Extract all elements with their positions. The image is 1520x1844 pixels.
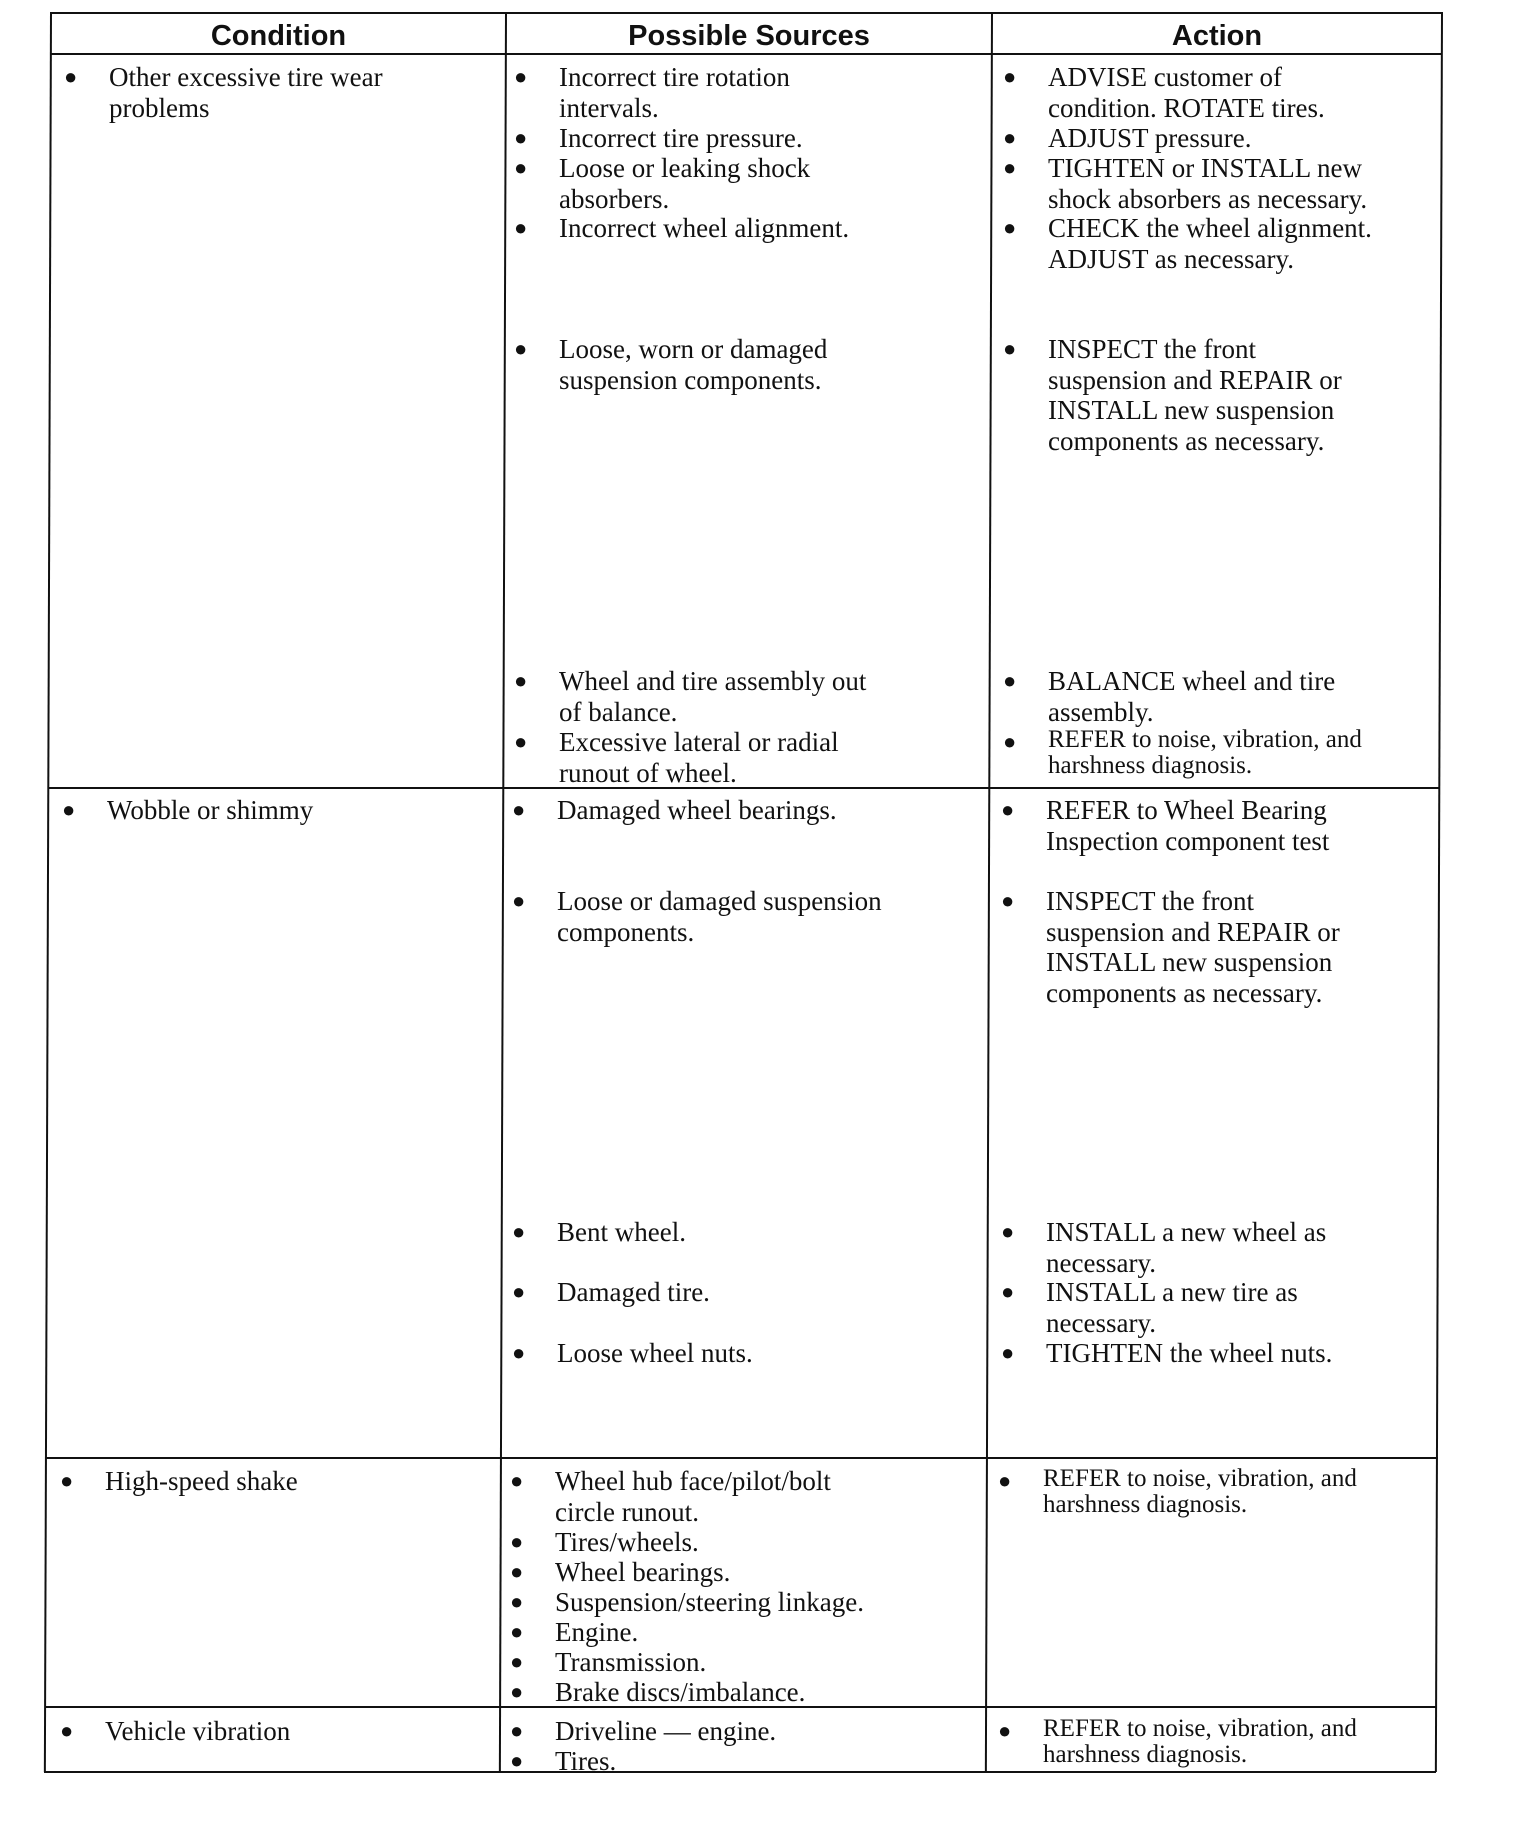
source-item [514,213,849,244]
bullet-icon: ● [510,1649,524,1674]
entry-line: TIGHTEN the wheel nuts. [1046,1338,1333,1368]
bullet-icon: ● [1003,336,1017,361]
entry-line: suspension and REPAIR or [1046,916,1340,947]
source-item [514,153,810,214]
source-item [512,886,882,947]
entry-line: Wheel hub face/pilot/bolt [555,1466,831,1496]
entry-line: Incorrect wheel alignment. [559,213,850,243]
entry-line: High-speed shake [105,1466,298,1496]
entry-line: ADJUST pressure. [1048,123,1252,153]
source-item [510,1677,805,1708]
entry-line: components. [557,916,695,947]
entry-line: Other excessive tire wear [109,62,383,92]
source-item [514,62,790,123]
entry-line: runout of wheel. [559,757,737,788]
condition-item [64,62,383,123]
entry-line: Driveline — engine. [555,1716,777,1746]
entry-line: Incorrect tire pressure. [559,123,803,153]
action-item [1001,1277,1298,1338]
action-item [1003,153,1367,214]
bullet-icon: ● [1001,1279,1015,1304]
entry-line: shock absorbers as necessary. [1048,183,1368,214]
entry-line: Brake discs/imbalance. [555,1677,806,1707]
entry-line: Wheel and tire assembly out [559,666,867,696]
source-item [512,1277,710,1308]
source-item [514,334,827,395]
entry-line: INSTALL new suspension [1048,395,1335,425]
source-item [514,727,839,788]
bullet-icon: ● [512,797,526,822]
bullet-icon: ● [510,1619,524,1644]
entry-line: Excessive lateral or radial [559,727,839,757]
bullet-icon: ● [60,1718,74,1743]
bullet-icon: ● [514,729,528,754]
entry-line: BALANCE wheel and tire [1048,666,1336,696]
entry-line: Bent wheel. [557,1217,686,1247]
entry-line: harshness diagnosis. [1048,752,1253,779]
entry-line: TIGHTEN or INSTALL new [1048,153,1363,183]
entry-line: REFER to noise, vibration, and [1048,726,1362,753]
bullet-icon: ● [514,215,528,240]
bullet-icon: ● [510,1718,524,1743]
bullet-icon: ● [60,1468,74,1493]
source-item [514,123,803,154]
entry-line: absorbers. [559,183,670,214]
action-item [1003,666,1335,727]
entry-line: Damaged tire. [557,1277,710,1307]
action-item [1003,213,1372,274]
entry-line: Loose wheel nuts. [557,1338,753,1368]
entry-line: ADVISE customer of [1048,62,1282,92]
entry-line: Damaged wheel bearings. [557,795,837,825]
bullet-icon: ● [514,155,528,180]
entry-line: REFER to Wheel Bearing [1046,795,1327,825]
action-item [998,1716,1357,1768]
source-item [512,1338,753,1369]
bullet-icon: ● [1003,729,1017,754]
entry-line: Transmission. [555,1647,707,1677]
entry-line: harshness diagnosis. [1043,1741,1248,1768]
action-item [1003,123,1252,154]
bullet-icon: ● [512,1340,526,1365]
entry-line: INSPECT the front [1046,886,1254,916]
entry-line: circle runout. [555,1496,699,1527]
entry-line: condition. ROTATE tires. [1048,92,1325,123]
entry-line: assembly. [1048,696,1154,727]
bullet-icon: ● [510,1529,524,1554]
bullet-icon: ● [514,336,528,361]
entry-line: problems [109,92,210,123]
entry-line: Wobble or shimmy [107,795,314,825]
entry-line: INSTALL new suspension [1046,947,1333,977]
entry-line: Loose or damaged suspension [557,886,882,916]
entry-line: Vehicle vibration [105,1716,291,1746]
bullet-icon: ● [512,888,526,913]
entry-line: suspension and REPAIR or [1048,364,1342,395]
condition-item [60,1716,290,1747]
entry-line: necessary. [1046,1307,1156,1338]
source-item [512,795,837,826]
source-item [510,1647,706,1678]
action-item [1003,62,1325,123]
entry-line: suspension components. [559,364,822,395]
entry-line: harshness diagnosis. [1043,1491,1248,1518]
source-item [512,1217,686,1248]
entry-line: components as necessary. [1046,977,1323,1008]
bullet-icon: ● [1003,125,1017,150]
header-condition: Condition [210,20,347,52]
entry-line: Tires. [555,1746,617,1776]
entry-line: Suspension/steering linkage. [555,1587,864,1617]
entry-line: components as necessary. [1048,425,1325,456]
entry-line: CHECK the wheel alignment. [1048,213,1372,243]
bullet-icon: ● [1003,64,1017,89]
condition-item [62,795,313,826]
source-item [510,1466,831,1527]
entry-line: of balance. [559,696,678,727]
bullet-icon: ● [1001,797,1015,822]
source-item [510,1716,776,1747]
source-item [510,1527,699,1558]
bullet-icon: ● [64,64,78,89]
source-item [510,1617,638,1648]
bullet-icon: ● [1001,1219,1015,1244]
entry-line: REFER to noise, vibration, and [1043,1715,1357,1742]
bullet-icon: ● [512,1279,526,1304]
action-item [1001,1338,1332,1369]
bullet-icon: ● [1003,155,1017,180]
bullet-icon: ● [510,1679,524,1704]
bullet-icon: ● [998,1468,1012,1493]
bullet-icon: ● [1003,668,1017,693]
bullet-icon: ● [62,797,76,822]
bullet-icon: ● [1003,215,1017,240]
entry-line: Loose or leaking shock [559,153,811,183]
action-item [998,1466,1357,1518]
bullet-icon: ● [998,1718,1012,1743]
entry-line: Inspection component test [1046,825,1330,856]
entry-line: Tires/wheels. [555,1527,699,1557]
bullet-icon: ● [514,64,528,89]
entry-line: REFER to noise, vibration, and [1043,1465,1357,1492]
entry-line: INSTALL a new tire as [1046,1277,1298,1307]
bullet-icon: ● [510,1589,524,1614]
bullet-icon: ● [1001,1340,1015,1365]
entry-line: INSPECT the front [1048,334,1256,364]
action-item [1001,1217,1326,1278]
header-action: Action [1171,20,1263,52]
bullet-icon: ● [510,1468,524,1493]
source-item [510,1587,864,1618]
entry-line: Engine. [555,1617,639,1647]
action-item [1003,727,1362,779]
bullet-icon: ● [514,125,528,150]
bullet-icon: ● [512,1219,526,1244]
source-item [510,1557,730,1588]
entry-line: ADJUST as necessary. [1048,243,1294,274]
bullet-icon: ● [514,668,528,693]
action-item [1003,334,1342,456]
entry-line: Incorrect tire rotation [559,62,790,92]
entry-line: INSTALL a new wheel as [1046,1217,1327,1247]
entry-line: Loose, worn or damaged [559,334,828,364]
entry-line: Wheel bearings. [555,1557,731,1587]
source-item [510,1746,616,1777]
bullet-icon: ● [1001,888,1015,913]
bullet-icon: ● [510,1748,524,1773]
source-item [514,666,866,727]
header-possible-sources: Possible Sources [628,20,870,52]
bullet-icon: ● [510,1559,524,1584]
action-item [1001,795,1329,856]
condition-item [60,1466,298,1497]
entry-line: intervals. [559,92,659,123]
entry-line: necessary. [1046,1247,1156,1278]
action-item [1001,886,1340,1008]
